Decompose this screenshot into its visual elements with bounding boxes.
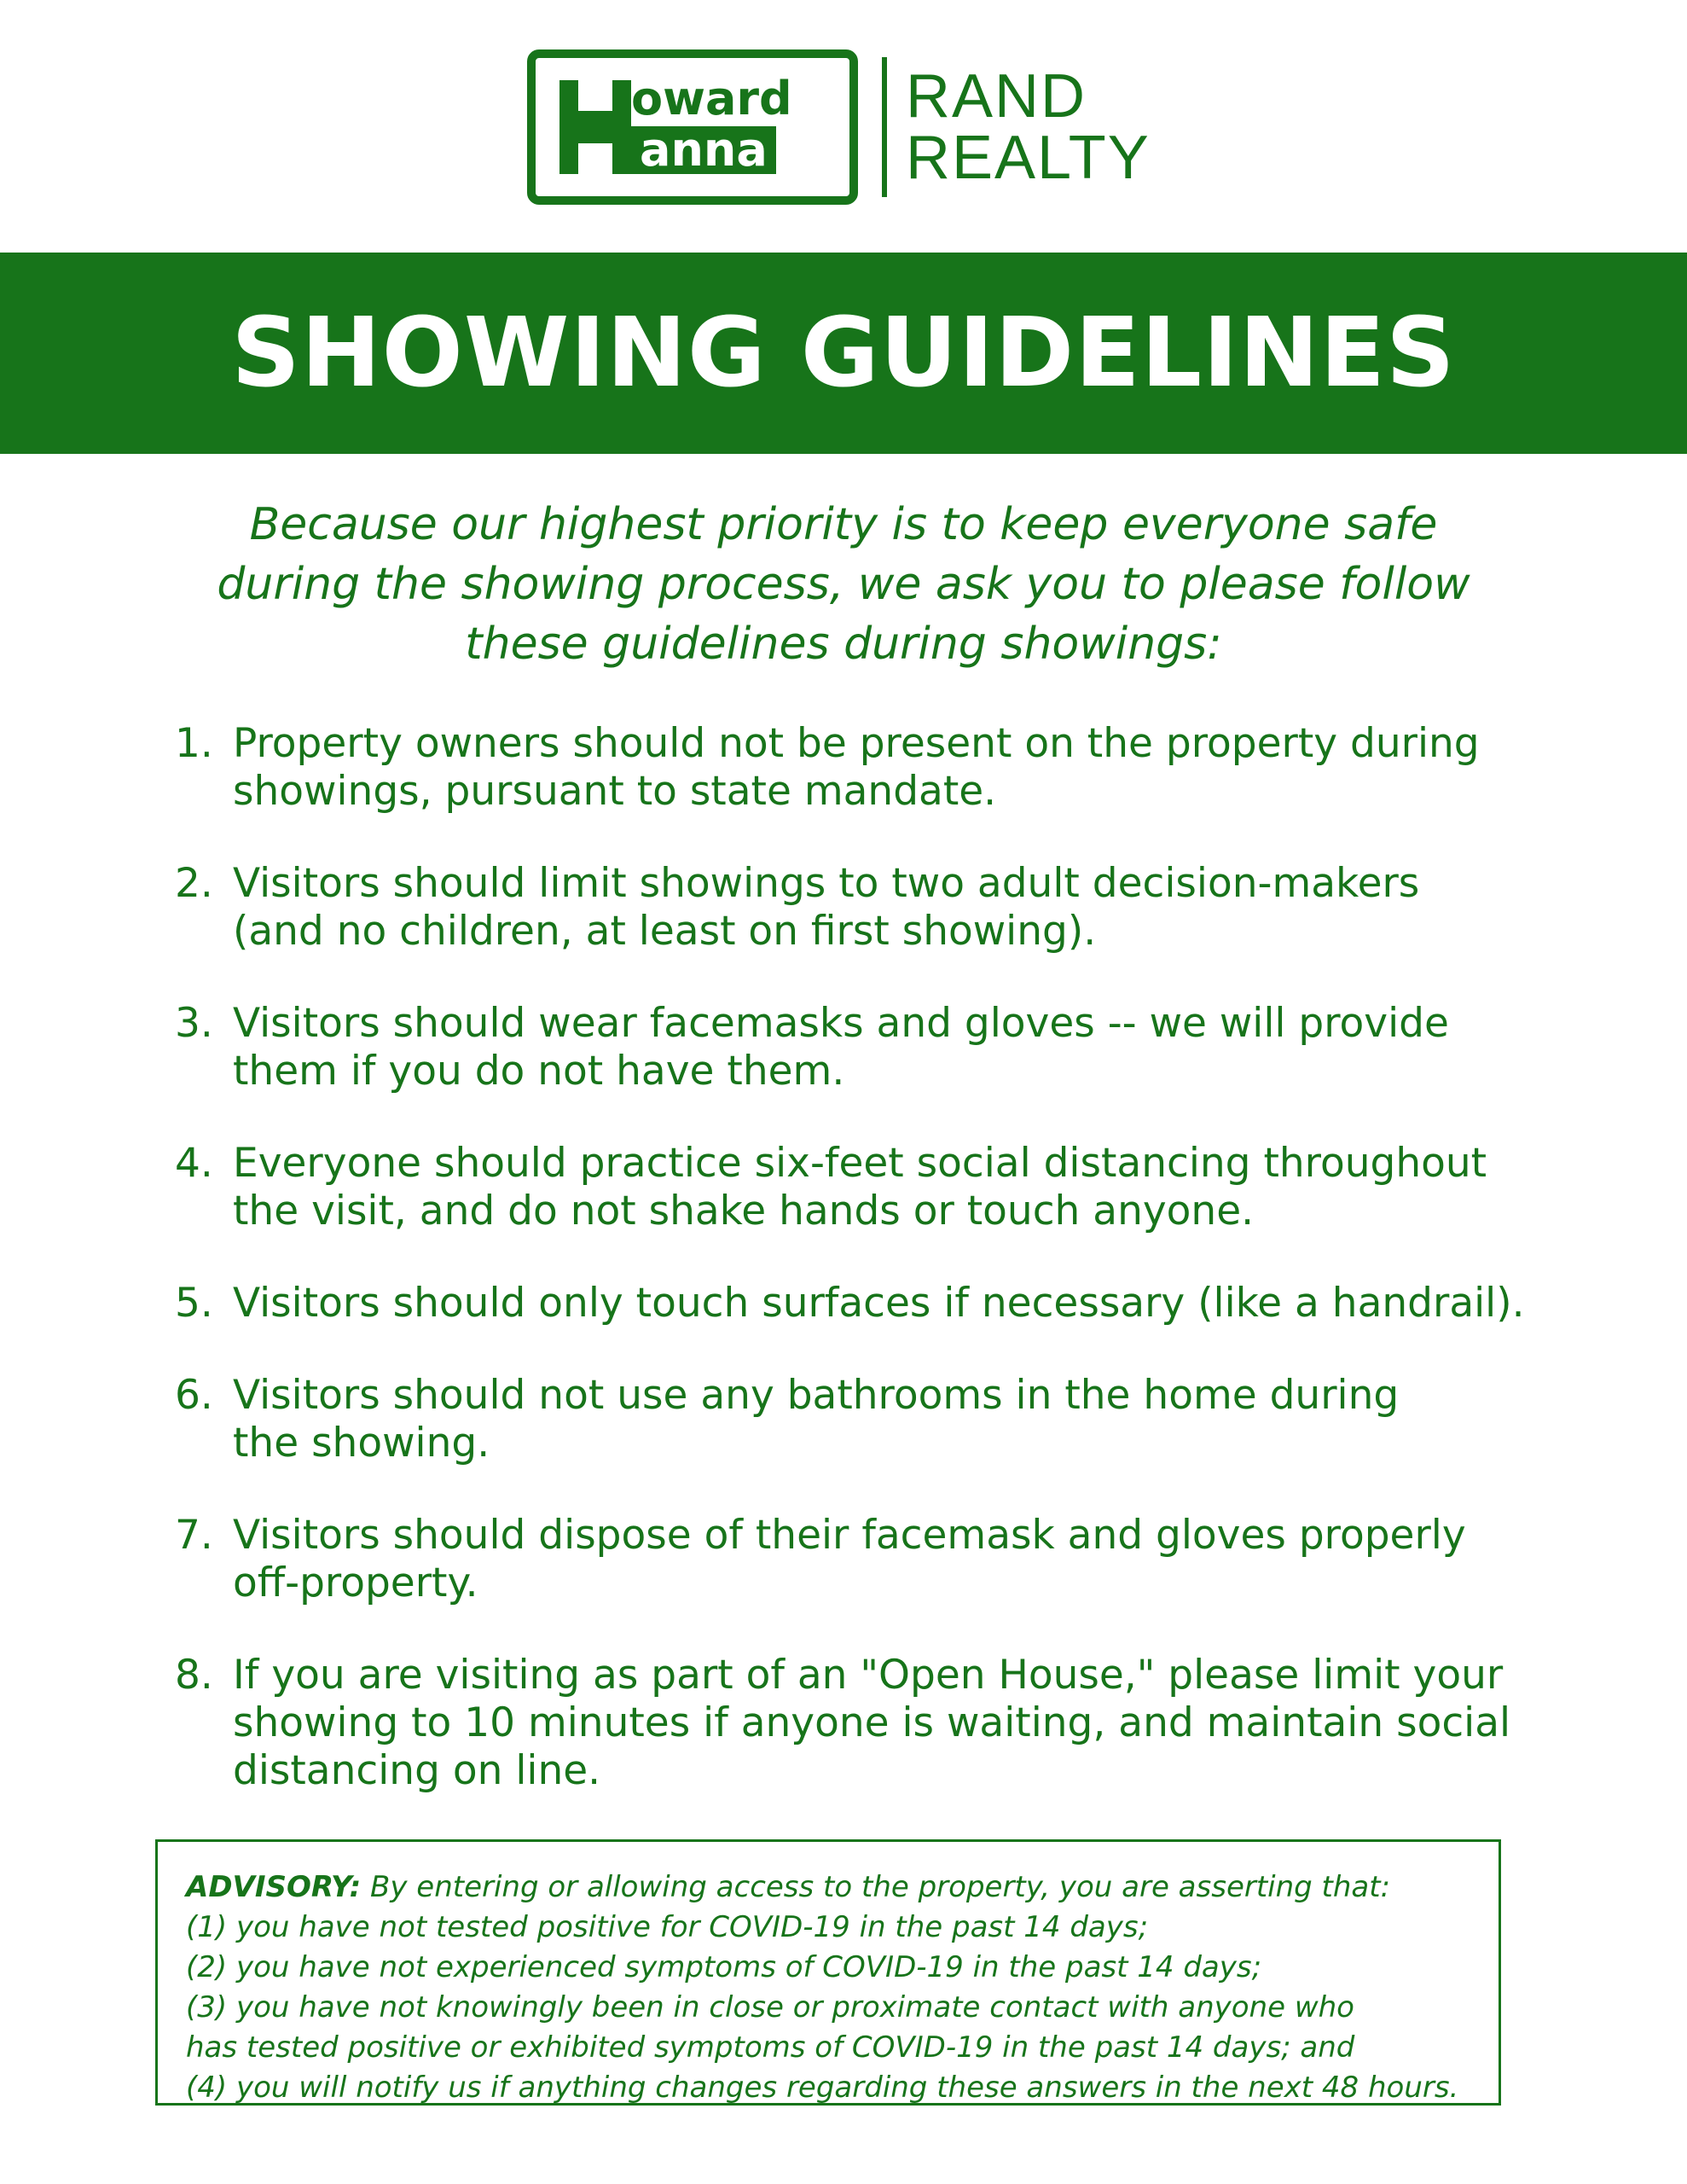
guideline-text	[233, 1512, 1539, 1607]
guideline-line: distancing on line.	[233, 1747, 601, 1794]
advisory-first-line: By entering or allowing access to the property, you are asserting that:	[361, 1870, 1391, 1904]
title-banner	[0, 253, 1687, 454]
advisory-box	[155, 1839, 1501, 2106]
guideline-text	[233, 860, 1539, 956]
guideline-item	[175, 1512, 1539, 1607]
advisory-line: (1) you have not tested positive for COVID-19 in the past 14 days;	[186, 1910, 1149, 1944]
guideline-number: 7.	[175, 1512, 213, 1559]
guideline-item	[175, 720, 1539, 816]
logo-top-word: oward	[631, 72, 792, 125]
guideline-number: 4.	[175, 1140, 213, 1187]
guideline-number: 5.	[175, 1280, 213, 1327]
intro-line: these guidelines during showings:	[465, 619, 1222, 670]
guideline-item	[175, 860, 1539, 956]
guideline-text	[233, 1140, 1539, 1235]
guideline-line: If you are visiting as part of an "Open House," please limit your	[233, 1652, 1504, 1699]
guideline-text	[233, 1000, 1539, 1095]
guideline-line: Visitors should wear facemasks and gloves -- we will provide	[233, 1000, 1449, 1047]
advisory-line: (4) you will notify us if anything changes regarding these answers in the next 48 hours.	[186, 2071, 1459, 2105]
guideline-line: (and no children, at least on first showing).	[233, 908, 1097, 955]
advisory-line: (3) you have not knowingly been in close or proximate contact with anyone who	[186, 1990, 1354, 2024]
guideline-number: 3.	[175, 1000, 213, 1047]
guideline-line: Visitors should limit showings to two adult decision-makers	[233, 860, 1420, 907]
guidelines-list	[175, 720, 1539, 1839]
intro-text	[128, 495, 1559, 674]
logo-divider	[882, 57, 887, 197]
guideline-item	[175, 1280, 1539, 1327]
guideline-item	[175, 1652, 1539, 1795]
guideline-line: Visitors should dispose of their facemask and gloves properly	[233, 1512, 1466, 1559]
brand-name	[906, 62, 1151, 192]
guideline-text	[233, 1652, 1539, 1795]
guideline-text	[233, 720, 1539, 816]
guideline-line: the showing.	[233, 1420, 490, 1467]
guideline-line: off-property.	[233, 1560, 478, 1606]
guideline-line: Visitors should not use any bathrooms in the home during	[233, 1372, 1400, 1419]
brand-line-2: REALTY	[906, 124, 1151, 192]
guideline-line: Visitors should only touch surfaces if necessary (like a handrail).	[233, 1280, 1525, 1327]
guideline-line: Everyone should practice six-feet social distancing throughout	[233, 1140, 1487, 1187]
guideline-item	[175, 1000, 1539, 1095]
guideline-number: 1.	[175, 720, 213, 767]
guideline-line: them if you do not have them.	[233, 1048, 845, 1095]
advisory-line: (2) you have not experienced symptoms of COVID-19 in the past 14 days;	[186, 1950, 1262, 1984]
guideline-line: showing to 10 minutes if anyone is waiting, and maintain social	[233, 1699, 1511, 1746]
guideline-number: 2.	[175, 860, 213, 907]
intro-line: during the showing process, we ask you to please follow	[217, 559, 1470, 610]
company-logo	[527, 49, 1151, 205]
howard-hanna-logo-mark	[527, 49, 858, 205]
intro-line: Because our highest priority is to keep everyone safe	[249, 499, 1438, 550]
advisory-line: has tested positive or exhibited symptoms of COVID-19 in the past 14 days; and	[186, 2030, 1355, 2065]
guideline-number: 8.	[175, 1652, 213, 1699]
guideline-item	[175, 1140, 1539, 1235]
brand-line-1: RAND	[906, 62, 1087, 131]
advisory-label: ADVISORY:	[186, 1870, 362, 1904]
guideline-line: Property owners should not be present on the property during	[233, 720, 1480, 767]
guideline-line: the visit, and do not shake hands or touch anyone.	[233, 1188, 1255, 1234]
page-title: SHOWING GUIDELINES	[231, 298, 1456, 409]
guideline-text	[233, 1372, 1539, 1467]
advisory-intro	[186, 1867, 1473, 1908]
guideline-item	[175, 1372, 1539, 1467]
logo-bottom-word: anna	[631, 126, 776, 174]
guideline-text	[233, 1280, 1539, 1327]
guideline-number: 6.	[175, 1372, 213, 1419]
guideline-line: showings, pursuant to state mandate.	[233, 768, 997, 815]
logo-h-glyph	[559, 80, 631, 174]
